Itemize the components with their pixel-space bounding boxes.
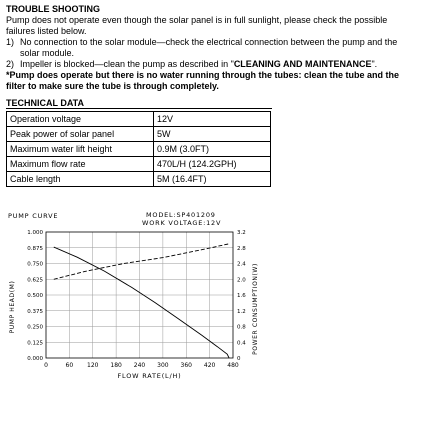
item-1-text: No connection to the solar module—check the electrical connection between the pump and the	[20, 37, 398, 47]
y2-axis-label: POWER CONSUMPTION(W)	[252, 263, 259, 355]
tech-row	[7, 127, 271, 142]
tech-value: 0.9M (3.0FT)	[154, 142, 271, 157]
x-tick-label: 480	[227, 362, 239, 369]
item-1-cont: solar module.	[20, 48, 75, 58]
pump-curve-chart	[0, 206, 290, 430]
tech-row	[7, 157, 271, 172]
y-tick-label: 0.875	[27, 245, 43, 252]
y-tick-label: 0.750	[27, 261, 43, 268]
item-2-number: 2)	[6, 59, 15, 69]
x-tick-label: 420	[203, 362, 216, 369]
tech-value: 12V	[154, 112, 271, 127]
y-tick-label: 0.625	[27, 277, 43, 284]
item-2-end: ".	[371, 59, 378, 69]
x-tick-label: 0	[44, 362, 48, 369]
tech-row	[7, 112, 271, 127]
tech-row	[7, 142, 271, 157]
tech-value: 5M (16.4FT)	[154, 172, 271, 187]
intro-line-2: failures listed below.	[6, 26, 87, 36]
y2-tick-label: 0	[237, 356, 241, 362]
item-1	[6, 37, 430, 48]
note-line-2: filter to make sure the tube is through completely.	[6, 81, 219, 91]
x-tick-label: 240	[133, 362, 146, 369]
intro-line-1: Pump does not operate even though the solar panel is in full sunlight, please check the possible	[6, 15, 388, 25]
tech-label: Peak power of solar panel	[7, 127, 154, 142]
chart-model: MODEL:SP401209	[146, 211, 216, 219]
y-tick-label: 0.125	[27, 340, 43, 347]
y-tick-label: 0.250	[27, 324, 43, 331]
y2-tick-label: 1.2	[237, 308, 246, 315]
tech-label: Operation voltage	[7, 112, 154, 127]
item-2	[6, 59, 430, 70]
y-tick-label: 0.375	[27, 308, 43, 315]
x-tick-label: 180	[110, 362, 122, 369]
x-axis-label: FLOW RATE(L/H)	[117, 372, 182, 380]
y2-tick-label: 0.4	[237, 340, 246, 347]
tech-row	[7, 172, 271, 187]
y2-tick-label: 0.8	[237, 324, 246, 331]
item-2-text: Impeller is blocked—clean the pump as described in "	[20, 59, 234, 69]
x-tick-label: 60	[65, 362, 74, 369]
y2-tick-label: 3.2	[237, 230, 246, 236]
document	[6, 4, 430, 187]
tech-value: 470L/H (124.2GPH)	[154, 157, 271, 172]
tech-label: Maximum flow rate	[7, 157, 154, 172]
tech-label: Cable length	[7, 172, 154, 187]
x-tick-label: 360	[180, 362, 192, 369]
y-tick-label: 1.000	[27, 230, 43, 236]
y2-tick-label: 2.0	[237, 277, 246, 284]
y2-tick-label: 2.4	[237, 261, 246, 268]
trouble-title: TROUBLE SHOOTING	[6, 4, 100, 14]
tech-value: 5W	[154, 127, 271, 142]
note-line-1: *Pump does operate but there is no water running through the tubes: clean the tube and the	[6, 70, 400, 80]
chart-voltage: WORK VOLTAGE:12V	[142, 219, 222, 227]
y-tick-label: 0.000	[27, 356, 43, 362]
power-curve-line	[54, 244, 229, 279]
x-tick-label: 300	[157, 362, 169, 369]
y-axis-label: PUMP HEAD(M)	[9, 280, 16, 334]
tech-label: Maximum water lift height	[7, 142, 154, 157]
x-tick-label: 120	[87, 362, 99, 369]
tech-table	[6, 111, 271, 187]
y-tick-label: 0.500	[27, 293, 43, 299]
y2-tick-label: 2.8	[237, 245, 246, 252]
tech-title: TECHNICAL DATA	[6, 98, 272, 109]
item-2-bold: CLEANING AND MAINTENANCE	[233, 59, 372, 69]
y2-tick-label: 1.6	[237, 293, 246, 299]
item-1-number: 1)	[6, 37, 15, 47]
chart-title: PUMP CURVE	[8, 212, 59, 220]
